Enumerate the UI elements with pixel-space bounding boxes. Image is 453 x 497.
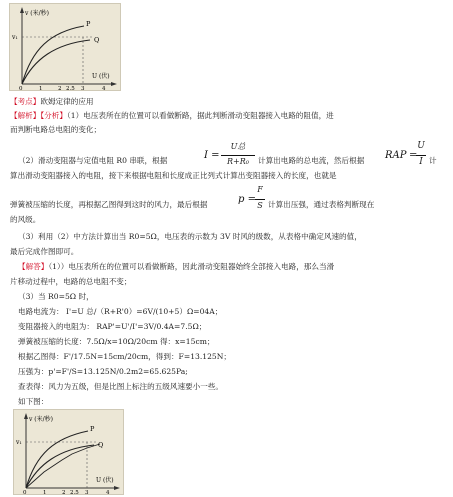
analysis-p2-b: 计算出电路的总电流，然后根据 bbox=[258, 156, 365, 165]
curve-q bbox=[26, 445, 94, 488]
x-axis-arrow bbox=[114, 486, 120, 490]
x-tick: 1 bbox=[43, 490, 47, 494]
answer-current: 电路电流为： I'=U 总/（R+R'0）=6V/(10+5）Ω=04A； bbox=[18, 307, 223, 316]
formula-pressure-den: S bbox=[257, 201, 263, 210]
v1-tick: v₁ bbox=[16, 439, 22, 446]
answer-line-1 bbox=[18, 261, 334, 272]
fraction-bar bbox=[221, 155, 255, 156]
curve-q-label: Q bbox=[98, 441, 104, 449]
answer-table: 查表得：风力为五级，但是比图上标注的五级风速要小一些。 bbox=[18, 382, 224, 391]
formula-current-den: R+R₀ bbox=[227, 157, 249, 166]
analysis-p2-c: 计 bbox=[429, 156, 437, 165]
kaodian-tag: 【考点】 bbox=[10, 97, 41, 106]
answer-length: 弹簧被压缩的长度：7.5Ω/x=10Ω/20cm 得：x=15cm； bbox=[18, 337, 215, 346]
x-axis-label: U (伏) bbox=[96, 477, 114, 484]
answer-force: 根据乙图得：F'/17.5N=15cm/20cm，得到：F=13.125N； bbox=[18, 352, 231, 361]
x-tick: 3 bbox=[81, 86, 85, 90]
graph-figure bbox=[10, 4, 120, 90]
answer-tag: 【解答】 bbox=[18, 262, 49, 271]
formula-resistance-den: I bbox=[419, 157, 423, 167]
fraction-bar bbox=[416, 155, 426, 156]
y-axis-arrow bbox=[20, 7, 24, 13]
y-axis-label: v (米/秒) bbox=[29, 416, 54, 423]
jiexi-tag: 【解析】 bbox=[10, 111, 41, 120]
answer-figure-caption: 如下图： bbox=[18, 397, 49, 406]
x-axis-arrow bbox=[111, 82, 117, 86]
curve-q-label: Q bbox=[94, 36, 100, 44]
formula-resistance-lhs: RAP bbox=[385, 150, 407, 161]
answer-resistance: 变阻器接入的电阻为： RAP'=U'/I'=3V/0.4A=7.5Ω； bbox=[18, 322, 207, 331]
analysis-line-1 bbox=[10, 110, 334, 121]
analysis-text: 而判断电路总电阻的变化； bbox=[10, 125, 102, 134]
analysis-line-2 bbox=[10, 124, 101, 135]
analysis-p2-a: （2）滑动变阻器与定值电阻 R0 串联，根据 bbox=[18, 156, 168, 165]
formula-current-lhs: I = bbox=[204, 150, 220, 161]
graph-figure bbox=[14, 410, 123, 494]
x-tick: 3 bbox=[85, 490, 89, 494]
answer-line-2: 片移动过程中，电路的总电阻不变； bbox=[10, 277, 132, 286]
x-tick: 1 bbox=[39, 86, 43, 90]
kaodian-line bbox=[10, 96, 94, 107]
x-tick: 2.5 bbox=[66, 86, 75, 90]
bottom-graph bbox=[13, 409, 124, 495]
formula-resistance-eq: = bbox=[409, 150, 418, 161]
analysis-p2-line3a: 弹簧被压缩的长度，再根据乙图得到这时的风力，最后根据 bbox=[10, 200, 208, 209]
v1-tick: v₁ bbox=[12, 34, 18, 41]
analysis-text: （1）电压表所在的位置可以看做断路，据此判断滑动变阻器接入电路的阻值，进 bbox=[66, 111, 334, 120]
x-tick: 0 bbox=[23, 490, 27, 494]
x-tick: 2.5 bbox=[70, 490, 79, 494]
answer-pressure: 压强为：p'=F'/S=13.125N/0.2m2=65.625Pa; bbox=[18, 367, 188, 376]
analysis-p2-line4: 的风级。 bbox=[10, 215, 41, 224]
curve-q bbox=[22, 40, 90, 84]
y-axis-arrow bbox=[24, 413, 28, 419]
formula-resistance-num: U bbox=[417, 141, 425, 151]
x-tick: 2 bbox=[62, 490, 66, 494]
x-tick: 4 bbox=[106, 490, 110, 494]
curve-p bbox=[22, 26, 84, 84]
y-axis-label: v (米/秒) bbox=[25, 10, 50, 17]
top-graph bbox=[9, 3, 121, 91]
fraction-bar bbox=[255, 199, 265, 200]
x-tick: 2 bbox=[58, 86, 62, 90]
analysis-p2-line3b: 计算出压强，通过表格判断现在 bbox=[268, 200, 375, 209]
x-tick: 0 bbox=[19, 86, 23, 90]
curve-p-label: P bbox=[90, 425, 95, 433]
kaodian-text: 欧姆定律的应用 bbox=[40, 97, 94, 106]
analysis-p2-line2: 算出滑动变阻器接入的电阻，接下来根据电阻和长度成正比列式计算出变阻器接入的长度，也就是 bbox=[10, 171, 337, 180]
answer-text: （1））电压表所在的位置可以看做断路，因此滑动变阻器始终全部接入电路，那么当滑 bbox=[48, 262, 335, 271]
analysis-p3-line1: （3）利用（2）中方法计算出当 R0=5Ω，电压表的示数为 3V 时风的级数，从表格中确定风速的值， bbox=[18, 232, 362, 241]
curve-p-label: P bbox=[86, 20, 91, 28]
formula-pressure-num: F bbox=[257, 185, 263, 194]
analysis-p3-line2: 最后完成作图即可。 bbox=[10, 247, 79, 256]
formula-pressure-lhs: p = bbox=[238, 194, 256, 205]
drawn-line bbox=[26, 444, 100, 488]
x-tick: 4 bbox=[102, 86, 106, 90]
formula-current-num: U总 bbox=[230, 142, 246, 151]
fenxi-tag: 【分析】 bbox=[40, 111, 67, 120]
answer-step-3: （3）当 R0=5Ω 时， bbox=[18, 292, 94, 301]
x-axis-label: U (伏) bbox=[92, 73, 110, 80]
